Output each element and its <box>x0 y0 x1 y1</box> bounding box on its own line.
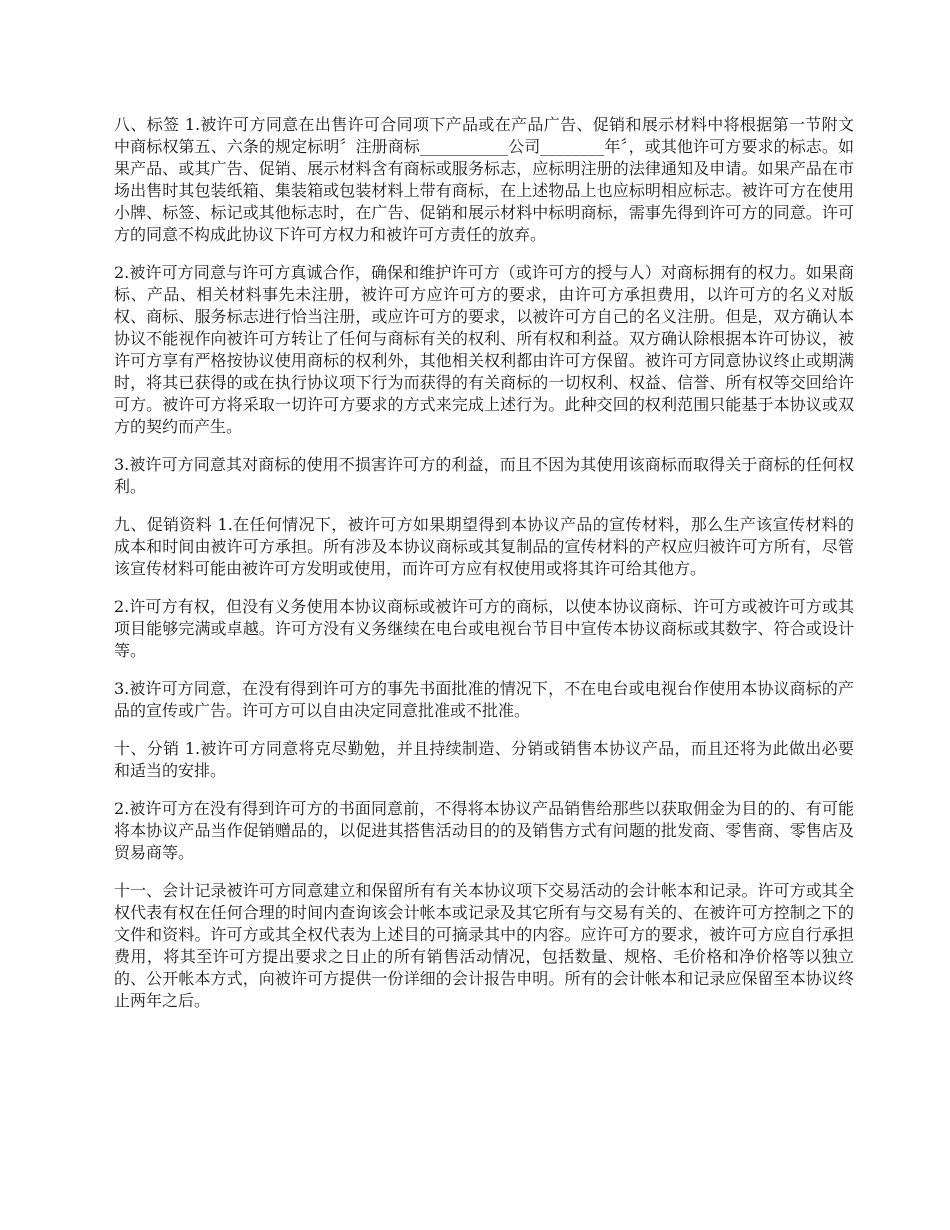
paragraph-trademark-use: 3.被许可方同意其对商标的使用不损害许可方的利益，而且不因为其使用该商标而取得关于商标的任何权利。 <box>114 455 854 496</box>
paragraph-promotion-materials: 九、促销资料 1.在任何情况下，被许可方如果期望得到本协议产品的宣传材料，那么生产该宣传材料的成本和时间由被许可方承担。所有涉及本协议商标或其复制品的宣传材料的产权应归被许可方所有，尽管该宣传材料可能由被许可方发明或使用，而许可方应有权使用或将其许可给其他方。 <box>114 515 854 578</box>
paragraph-promotion-approval: 3.被许可方同意，在没有得到许可方的事先书面批准的情况下，不在电台或电视台作使用本协议商标的产品的宣传或广告。许可方可以自由决定同意批准或不批准。 <box>114 679 854 720</box>
paragraph-distribution: 十、分销 1.被许可方同意将克尽勤勉，并且持续制造、分销或销售本协议产品，而且还将为此做出必要和适当的安排。 <box>114 739 854 780</box>
paragraph-labels: 八、标签 1.被许可方同意在出售许可合同项下产品或在产品广告、促销和展示材料中将根据第一节附文中商标权第五、六条的规定标明〞注册商标___________公司________年〞，或其他许可方要求的标志。如果产品、或其广告、促销、展示材料含有商标或服务标志，应标明注册的法律通知及申请。如果产品在市场出售时其包装纸箱、集装箱或包装材料上带有商标，在上述物品上也应标明相应标志。被许可方在使用小牌、标签、标记或其他标志时，在广告、促销和展示材料中标明商标，需事先得到许可方的同意。许可方的同意不构成此协议下许可方权力和被许可方责任的放弃。 <box>114 115 854 244</box>
paragraph-promotion-rights: 2.许可方有权，但没有义务使用本协议商标或被许可方的商标，以使本协议商标、许可方或被许可方或其项目能够完满或卓越。许可方没有义务继续在电台或电视台节目中宣传本协议商标或其数字、符合或设计等。 <box>114 597 854 660</box>
document-page <box>114 114 854 1028</box>
paragraph-distribution-restrictions: 2.被许可方在没有得到许可方的书面同意前，不得将本协议产品销售给那些以获取佣金为目的的、有可能将本协议产品当作促销赠品的，以促进其搭售活动目的的及销售方式有问题的批发商、零售商、零售店及贸易商等。 <box>114 799 854 862</box>
paragraph-accounting-records: 十一、会计记录被许可方同意建立和保留所有有关本协议项下交易活动的会计帐本和记录。许可方或其全权代表有权在任何合理的时间内查询该会计帐本或记录及其它所有与交易有关的、在被许可方控制之下的文件和资料。许可方或其全权代表为上述目的可摘录其中的内容。应许可方的要求，被许可方应自行承担费用，将其至许可方提出要求之日止的所有销售活动情况，包括数量、规格、毛价格和净价格等以独立的、公开帐本方式，向被许可方提供一份详细的会计报告申明。所有的会计帐本和记录应保留至本协议终止两年之后。 <box>114 881 854 1010</box>
paragraph-trademark-cooperation: 2.被许可方同意与许可方真诚合作，确保和维护许可方（或许可方的授与人）对商标拥有的权力。如果商标、产品、相关材料事先未注册，被许可方应许可方的要求，由许可方承担费用，以许可方的名义对版权、商标、服务标志进行恰当注册，或应许可方的要求，以被许可方自己的名义注册。但是，双方确认本协议不能视作向被许可方转让了任何与商标有关的权利、所有权和利益。双方确认除根据本许可协议，被许可方享有严格按协议使用商标的权利外，其他相关权利都由许可方保留。被许可方同意协议终止或期满时，将其已获得的或在执行协议项下行为而获得的有关商标的一切权利、权益、信誉、所有权等交回给许可方。被许可方将采取一切许可方要求的方式来完成上述行为。此种交回的权利范围只能基于本协议或双方的契约而产生。 <box>114 263 854 436</box>
